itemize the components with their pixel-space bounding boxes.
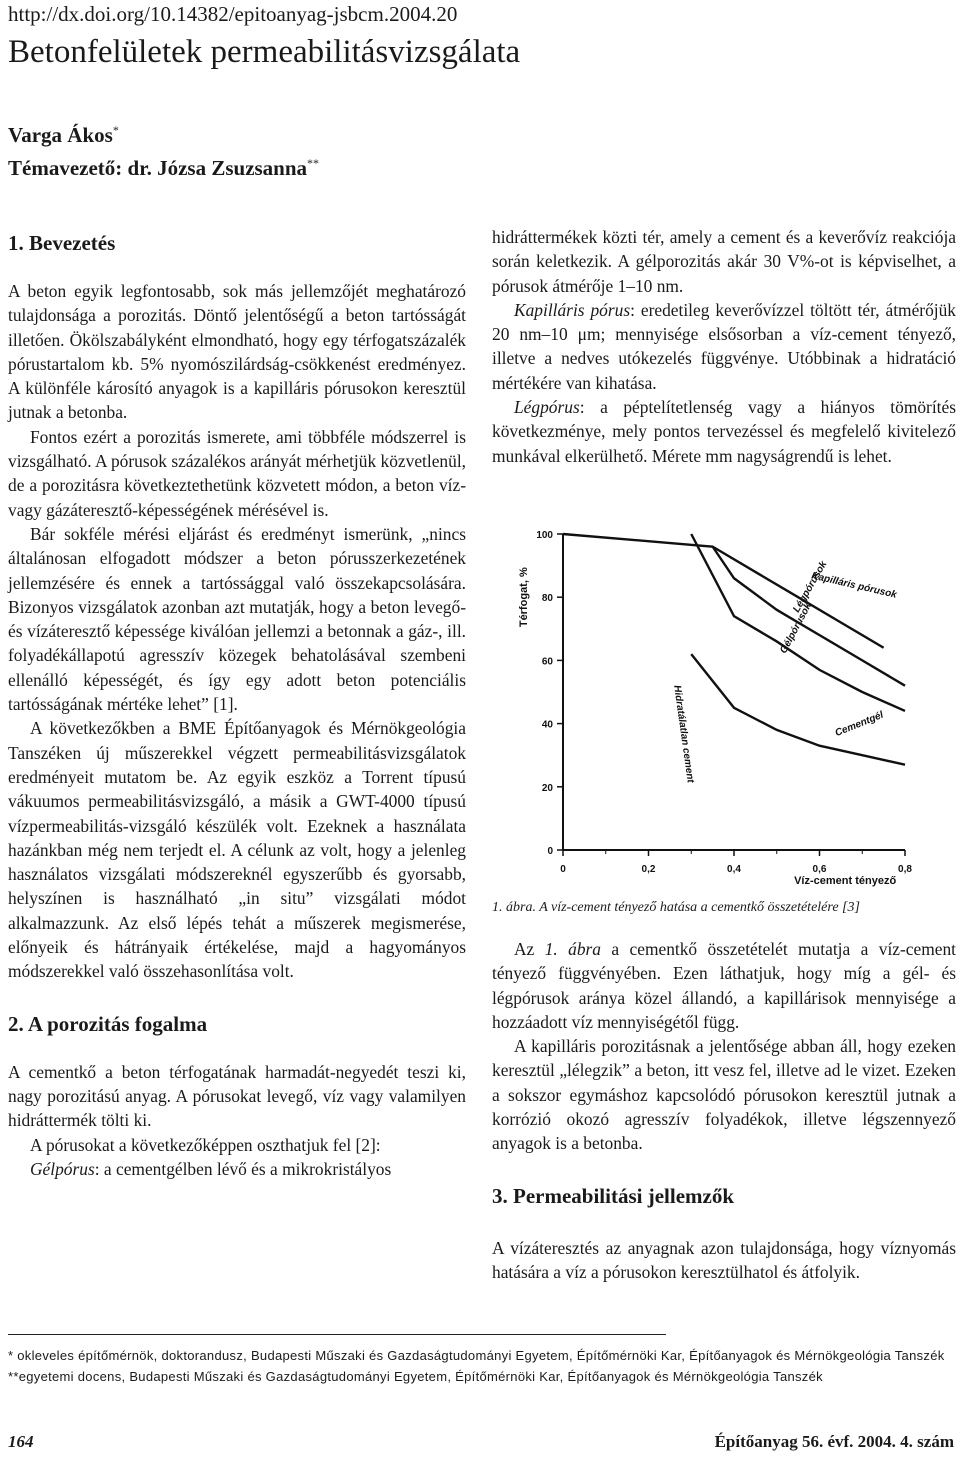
paragraph: A beton egyik legfontosabb, sok más jellemzőjét meghatározó tulajdonsága a porozitás. Döntő jelentőségű a beton tartósságát illetően. Ökölszabályként elmondható, hogy egy térfogatszázalék pórustartalom kb. 5% nyomószilárdság-csökkenést eredményez. A különféle károsító anyagok is a kapilláris pórusokon keresztül jutnak a betonba. (8, 281, 466, 423)
x-tick-label: 0,6 (812, 864, 827, 875)
paragraph: Bár sokféle mérési eljárást és eredményt ismerünk, „nincs általánosan elfogadott módszer a beton pórusszerkezetének jellemzésére és ennek a tartóssággal való összekapcsolására. Bizonyos vizsgálatok azonban azt mutatják, hogy a beton levegő- és vízáteresztő képessége kiválóan jellemzi a betonnak a gáz-, ill. folyadékállapotú agresszív közegek behatolásával szembeni ellenálló képességét, és így egy adott beton potenciális tartósságának mértéke lehet” [1]. (8, 523, 466, 715)
right-column-bottom (492, 937, 956, 1284)
series-label-3: Gélpórusok (778, 601, 815, 656)
text-run: Az (514, 939, 545, 959)
series-label-4: Cementgél (833, 709, 886, 740)
x-tick-label: 0,4 (727, 864, 741, 875)
author-text: Varga Ákos (8, 123, 113, 147)
term-gelporus: Gélpórus (30, 1158, 95, 1179)
figure-1-chart (505, 520, 925, 895)
section-heading-2: 2. A porozitás fogalma (8, 1011, 208, 1036)
paragraph: A következőkben a BME Építőanyagok és Mérnökgeológia Tanszéken új műszerekkel végzett permeabilitásvizsgálatok eredményeit mutatom be. Az egyik eszköz a Torrent típusú vákuumos permeabilitásvizsgáló, a másik a GWT-4000 típusú vízpermeabilitás-vizsgáló készülék volt. Ezeknek a használata hazánkban még nem terjedt el. A célunk az volt, hogy a jelenleg használatos vizsgálati módszereknél egyszerűbb és gyorsabb, helyszínen is használható „in situ” vizsgálati módot alkalmazzunk. Az első lépés tehát a műszerek megismerése, előnyeik és hátrányaik értékelése, majd a hagyományos módszerekkel való összehasonlítása volt. (8, 718, 466, 982)
section-heading-3: 3. Permeabilitási jellemzők (492, 1183, 735, 1208)
term-legporus: Légpórus (514, 397, 580, 418)
series-line-1 (563, 534, 884, 648)
x-tick-label: 0 (560, 864, 566, 875)
x-tick-label: 0,8 (898, 864, 912, 875)
paragraph (492, 395, 956, 468)
y-tick-label: 40 (541, 719, 553, 731)
footnote-2: **egyetemi docens, Budapesti Műszaki és Gazdaságtudományi Egyetem, Építőmérnöki Kar, Építőanyagok és Mérnökgeológia Tanszék (8, 1369, 823, 1384)
paragraph (8, 1157, 466, 1181)
term-kapillaris: Kapilláris pórus (514, 299, 631, 320)
series-line-4 (691, 654, 905, 765)
supervisor-text: Témavezető: dr. Józsa Zsuzsanna (8, 156, 308, 180)
doi-link[interactable]: http://dx.doi.org/10.14382/epitoanyag-jsbcm.2004.20 (8, 2, 458, 26)
term-definition: : a cementgélben lévő és a mikrokristályos (94, 1158, 392, 1179)
footnote-divider (8, 1334, 666, 1335)
paragraph: A kapilláris porozitásnak a jelentősége abban áll, hogy ezeken keresztül „lélegzik” a beton, itt vesz fel, illetve ad le vizet. Ezeken a sokszor egymáshoz kapcsolódó pórusokon keresztül jutnak a korrózió okozó agresszív folyadékok, illetve légszennyező anyagok is a betonba. (492, 1036, 956, 1154)
y-tick-label: 100 (536, 530, 553, 541)
section-heading-1: 1. Bevezetés (8, 231, 116, 255)
left-column (8, 229, 466, 1181)
author-name (8, 123, 119, 148)
page-number: 164 (8, 1432, 34, 1451)
right-column-top (492, 225, 956, 468)
paragraph: Fontos ezért a porozitás ismerete, ami többféle módszerrel is vizsgálható. A pórusok százalékos arányát mérhetjük közvetlenül, de a porozitásra következtethetünk közvetett módon, a beton víz- vagy gázáteresztő-képességének mérésével is. (8, 426, 466, 520)
author-footnote-mark: * (112, 123, 119, 137)
paragraph (492, 298, 956, 395)
figure-caption: 1. ábra. A víz-cement tényező hatása a cementkő összetételére [3] (492, 900, 860, 915)
y-tick-label: 0 (547, 846, 553, 857)
journal-issue: Építőanyag 56. évf. 2004. 4. szám (714, 1432, 954, 1451)
x-tick-label: 0,2 (641, 864, 656, 875)
series-label-1: Kapilláris pórusok (810, 570, 898, 601)
series-label-2: Légpórusok (791, 559, 830, 615)
term-definition: : a péptelítetlenség vagy a hiányos tömörítés következménye, mely pontos tervezéssel és megfelelő kivitelező munkával elkerülhető. Mérete mm nagyságrendű is lehet. (492, 397, 956, 466)
paragraph (492, 937, 956, 1034)
term-definition: : eredetileg keverővízzel töltött tér, átmérőjük 20 nm–10 μm; mennyisége elsősorban a víz-cement tényező, illetve a nedves utókezelés függvénye. Utóbbinak a hidratáció mértékére van kihatása. (492, 299, 956, 393)
footnotes (8, 1345, 956, 1387)
supervisor-name (8, 156, 319, 181)
supervisor-footnote-mark: ** (307, 156, 320, 170)
paragraph: A pórusokat a következőképpen oszthatjuk fel [2]: (30, 1134, 381, 1155)
paragraph: hidráttermékek közti tér, amely a cement és a keverővíz reakciója során keletkezik. A gélporozitás akár 30 V%-ot is képviselhet, a pórusok átmérője 1–10 nm. (492, 227, 956, 296)
paper-title: Betonfelületek permeabilitásvizsgálata (8, 34, 521, 70)
text-run: a cementkő összetételét mutatja a víz-cement tényező függvényében. Ezen láthatjuk, hogy míg a gél- és légpórusok aránya közel állandó, a kapillárisok mennyisége a hozzáadott víz mennyiségétől függ. (492, 939, 956, 1032)
annotation-label: Hidratálatlan cement (671, 684, 696, 784)
footnote-1: * okleveles építőmérnök, doktorandusz, Budapesti Műszaki és Gazdaságtudományi Egyetem, Építőmérnöki Kar, Építőanyagok és Mérnökgeológia Tanszék (8, 1348, 945, 1363)
figure-reference: 1. ábra (544, 939, 601, 959)
paragraph: A cementkő a beton térfogatának harmadát-negyedét teszi ki, nagy porozitású anyag. A pórusokat levegő, víz vagy valamilyen hidráttermék tölti ki. (8, 1061, 466, 1131)
y-tick-label: 60 (541, 656, 553, 668)
y-tick-label: 20 (541, 782, 553, 794)
chart-svg (505, 520, 925, 895)
paragraph: A vízáteresztés az anyagnak azon tulajdonsága, hogy víznyomás hatására a víz a pórusokon keresztülhatol és átfolyik. (492, 1237, 956, 1282)
y-axis-label: Térfogat, % (518, 567, 530, 628)
x-axis-label: Víz-cement tényező (794, 875, 897, 887)
y-tick-label: 80 (541, 593, 553, 605)
